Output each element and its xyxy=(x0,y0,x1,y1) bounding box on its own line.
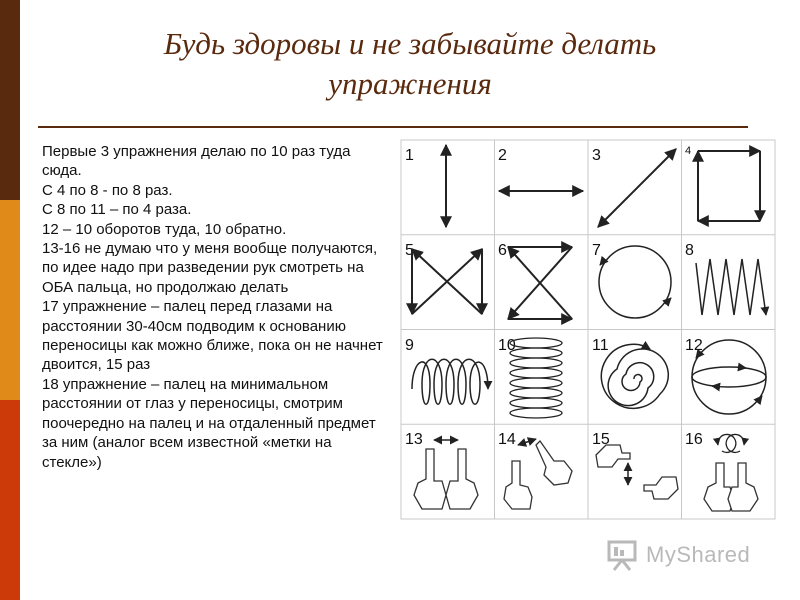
horizontal-hourglass-arrows-icon xyxy=(412,249,482,314)
zigzag-arrows-icon xyxy=(696,259,766,315)
side-bar-red xyxy=(0,400,20,600)
instructions-text xyxy=(42,142,387,472)
exercise-number: 7 xyxy=(592,242,601,259)
instruction-line: 17 упражнение – палец перед глазами на расстоянии 30-40см подводим к основанию переносицы как можно ближе, пока он не начнет двоится, 15 раз xyxy=(42,298,383,374)
exercise-cell-3 xyxy=(592,147,676,227)
exercise-number: 1 xyxy=(405,147,414,164)
exercise-number: 2 xyxy=(498,147,507,164)
exercise-number: 12 xyxy=(685,337,703,354)
exercise-cell-16 xyxy=(685,431,758,511)
presentation-board-icon xyxy=(606,538,640,572)
exercise-cell-6 xyxy=(498,242,572,319)
slide-title-line-1: Будь здоровы и не забывайте делать xyxy=(163,26,657,61)
exercise-number: 10 xyxy=(498,337,516,354)
instruction-line: С 4 по 8 - по 8 раз. xyxy=(42,181,173,199)
vertical-hourglass-arrows-icon xyxy=(508,247,572,319)
side-bar-dark xyxy=(0,0,20,200)
exercise-number: 3 xyxy=(592,147,601,164)
side-bar-orange xyxy=(0,200,20,400)
sphere-arrows-icon xyxy=(692,340,766,414)
watermark-text: MyShared xyxy=(646,542,751,567)
slide-title xyxy=(40,24,780,104)
circle-arrow-icon xyxy=(599,246,671,318)
exercise-cell-2 xyxy=(498,147,583,191)
exercise-cell-1 xyxy=(405,145,446,227)
exercise-number: 16 xyxy=(685,431,703,448)
exercise-number: 9 xyxy=(405,337,414,354)
exercise-number: 11 xyxy=(592,337,609,354)
vertical-spring-coil-icon xyxy=(510,338,562,418)
exercise-grid xyxy=(400,139,776,520)
two-hands-horizontal-icon xyxy=(596,445,678,499)
watermark-logo xyxy=(606,538,776,572)
exercise-cell-8 xyxy=(685,242,766,315)
exercise-cell-9 xyxy=(405,337,488,404)
title-underline xyxy=(38,126,748,128)
exercise-cell-11 xyxy=(592,337,668,408)
exercise-cell-12 xyxy=(685,337,766,414)
exercise-number: 13 xyxy=(405,431,423,448)
exercise-cell-7 xyxy=(592,242,671,318)
two-hands-apart-icon xyxy=(414,440,478,509)
square-arrows-icon xyxy=(698,151,760,221)
exercise-number: 15 xyxy=(592,431,610,448)
instruction-line: С 8 по 11 – по 4 раза. xyxy=(42,201,192,219)
horizontal-spiral-loops-icon xyxy=(412,359,488,404)
exercise-cell-10 xyxy=(498,337,562,418)
exercise-grid-figure xyxy=(400,139,776,520)
exercise-number: 14 xyxy=(498,431,516,448)
instruction-line: 12 – 10 оборотов туда, 10 обратно. xyxy=(42,220,287,238)
exercise-cell-5 xyxy=(405,242,482,314)
two-hands-circles-icon xyxy=(704,434,758,511)
slide-title-line-2: упражнения xyxy=(328,66,492,101)
exercise-number: 6 xyxy=(498,242,507,259)
exercise-cell-13 xyxy=(405,431,478,509)
grid-lines xyxy=(401,140,775,519)
instruction-line: 13-16 не думаю что у меня вообще получаются, по идее надо при разведении рук смотреть на ОБА пальца, но продолжаю делать xyxy=(42,240,378,296)
spiral-arrow-icon xyxy=(601,344,668,408)
exercise-cell-4 xyxy=(685,145,760,221)
diagonal-double-arrow-icon xyxy=(598,149,676,227)
exercise-cell-14 xyxy=(498,431,572,509)
exercise-cell-15 xyxy=(592,431,678,499)
two-hands-diagonal-icon xyxy=(504,439,572,509)
instruction-line: 18 упражнение – палец на минимальном расстоянии от глаз у переносицы, смотрим поочередно на палец и на отдаленный предмет за ним (аналог всем известной «метки на стекле») xyxy=(42,375,376,471)
exercise-number: 4 xyxy=(685,145,692,157)
exercise-number: 8 xyxy=(685,242,694,259)
instruction-line: Первые 3 упражнения делаю по 10 раз туда сюда. xyxy=(42,143,351,180)
exercise-number: 5 xyxy=(405,242,414,259)
